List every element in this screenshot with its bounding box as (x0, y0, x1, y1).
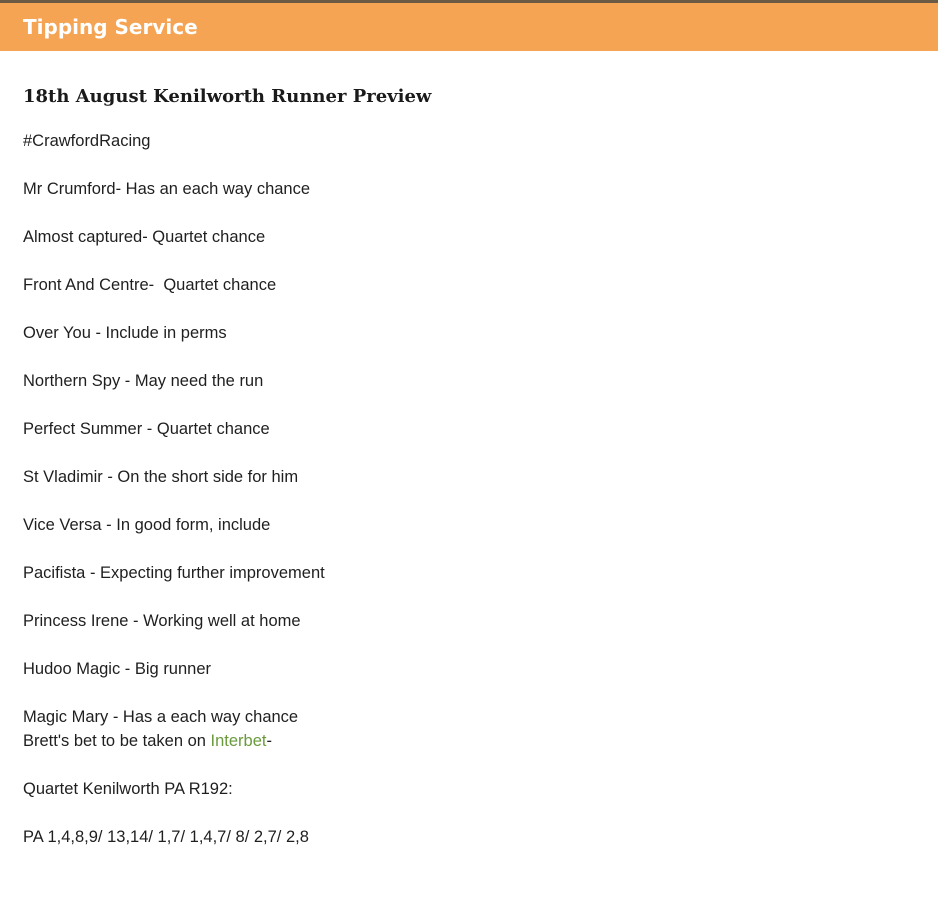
bet-line-prefix: Brett's bet to be taken on (23, 732, 211, 750)
runner-line-almost-captured: Almost captured- Quartet chance (23, 228, 266, 246)
interbet-link[interactable]: Interbet (210, 732, 267, 750)
quartet-heading: Quartet Kenilworth PA R192: (23, 780, 233, 798)
runner-line-hudoo-magic: Hudoo Magic - Big runner (23, 660, 212, 678)
article-title: 18th August Kenilworth Runner Preview (23, 86, 432, 107)
site-title[interactable]: Tipping Service (23, 15, 198, 39)
quartet-selection: PA 1,4,8,9/ 13,14/ 1,7/ 1,4,7/ 8/ 2,7/ 2,8 (23, 828, 309, 846)
hashtag-text: #CrawfordRacing (23, 132, 151, 150)
runner-line-perfect-summer: Perfect Summer - Quartet chance (23, 420, 270, 438)
article-content (23, 84, 913, 846)
runner-line-pacifista: Pacifista - Expecting further improvement (23, 564, 325, 582)
runner-line-northern-spy: Northern Spy - May need the run (23, 372, 264, 390)
runner-line-st-vladimir: St Vladimir - On the short side for him (23, 468, 299, 486)
runner-line-princess-irene: Princess Irene - Working well at home (23, 612, 301, 630)
runner-line-front-and-centre: Front And Centre- Quartet chance (23, 276, 277, 294)
runner-line-vice-versa: Vice Versa - In good form, include (23, 516, 271, 534)
runner-line-over-you: Over You - Include in perms (23, 324, 227, 342)
bet-line-suffix: - (266, 732, 272, 750)
bet-line (23, 729, 272, 753)
runner-line-magic-mary: Magic Mary - Has a each way chance (23, 708, 299, 726)
site-header (0, 3, 938, 51)
runner-line-mr-crumford: Mr Crumford- Has an each way chance (23, 180, 311, 198)
